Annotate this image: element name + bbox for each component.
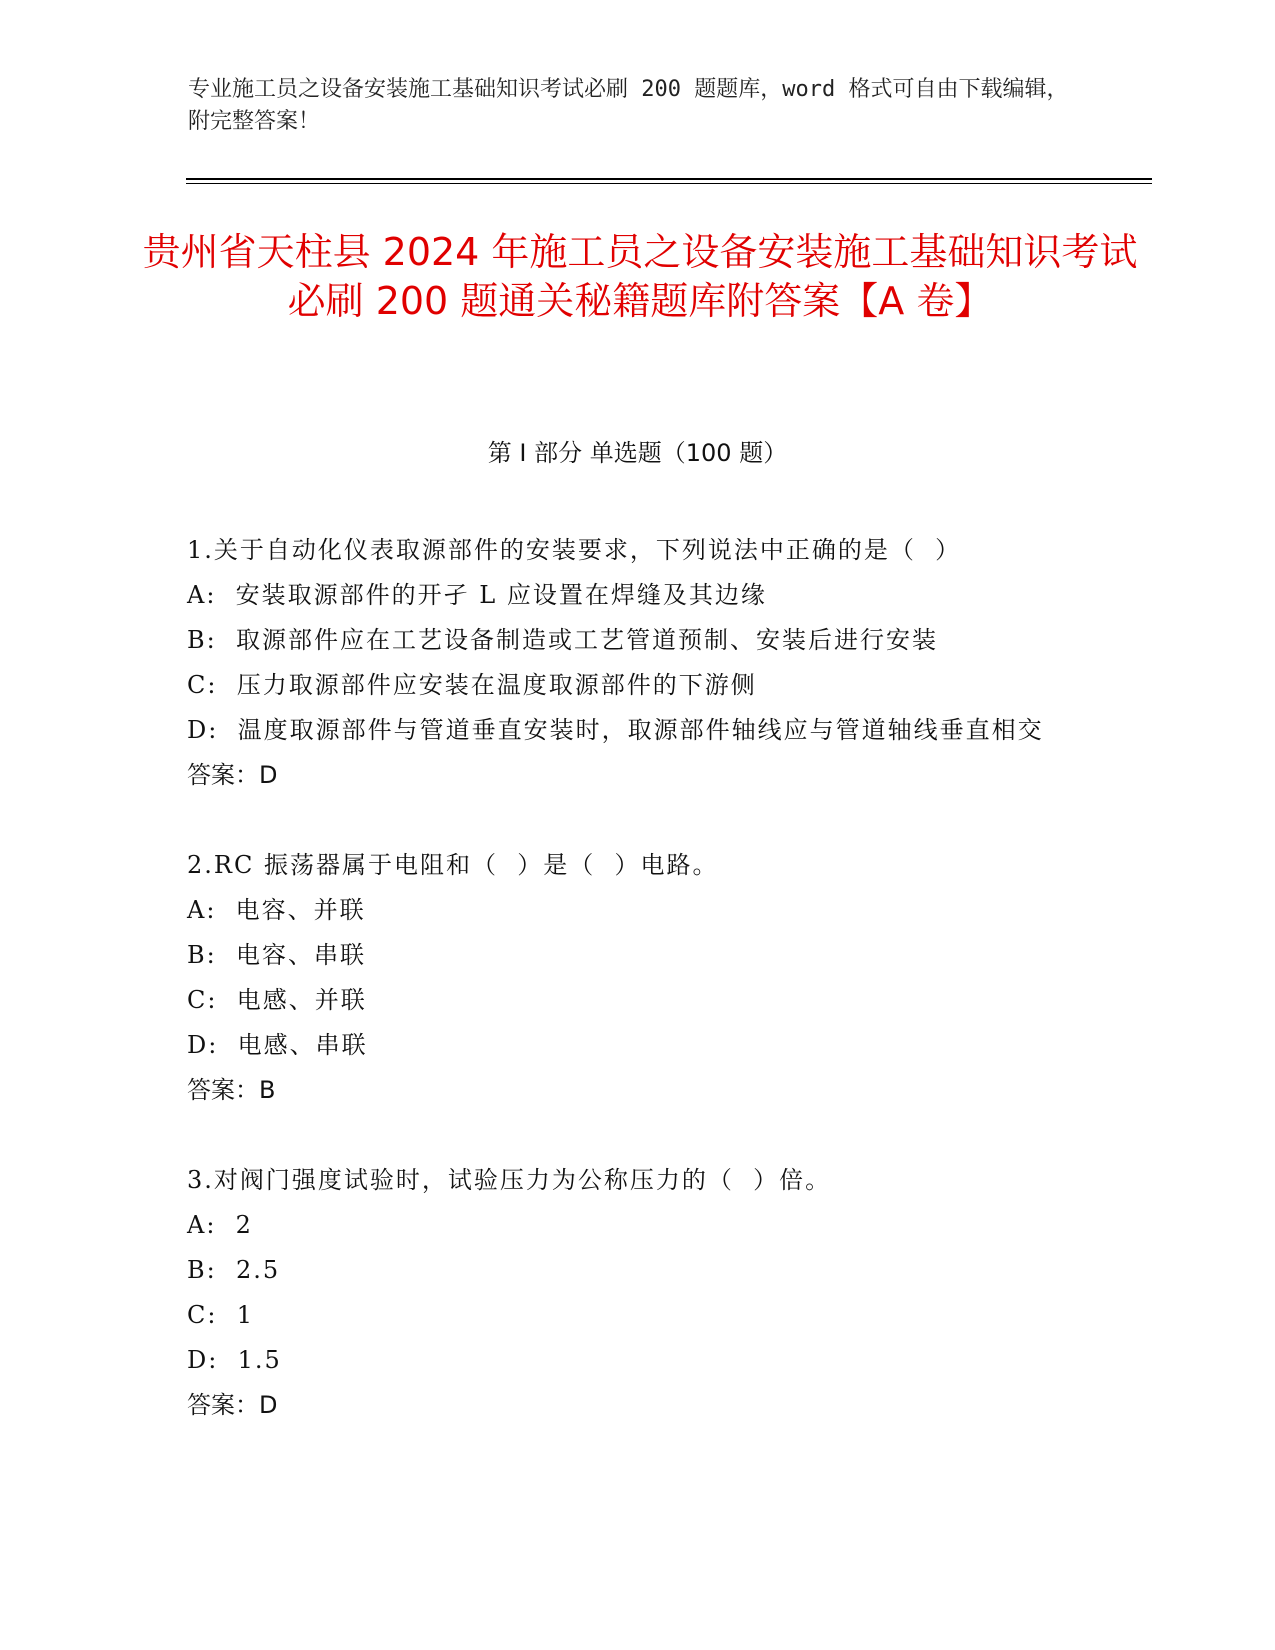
section-heading: 第 I 部分 单选题（100 题）	[487, 439, 788, 467]
document-title: 贵州省天柱县 2024 年施工员之设备安装施工基础知识考试必刷 200 题通关秘籍题库附答案【A 卷】	[142, 230, 1138, 323]
question-stem: 2.RC 振荡器属于电阻和（ ）是（ ）电路。	[187, 851, 719, 879]
option-a: A: 2	[187, 1211, 253, 1239]
option-d: D: 温度取源部件与管道垂直安装时，取源部件轴线应与管道轴线垂直相交	[187, 716, 1044, 744]
answer-line: 答案：D	[187, 1391, 278, 1419]
option-c: C: 压力取源部件应安装在温度取源部件的下游侧	[187, 671, 757, 699]
question-stem: 3.对阀门强度试验时，试验压力为公称压力的（ ）倍。	[187, 1166, 832, 1194]
option-a: A: 安装取源部件的开孑 L 应设置在焊缝及其边缘	[187, 581, 767, 609]
option-a: A: 电容、并联	[187, 896, 366, 924]
option-b: B: 电容、串联	[187, 941, 366, 969]
header-note: 专业施工员之设备安装施工基础知识考试必刷 200 题题库，word 格式可自由下载编辑，附完整答案！	[188, 77, 1069, 134]
header-divider-thin	[186, 183, 1152, 184]
question-item	[187, 843, 1087, 1113]
option-d: D: 1.5	[187, 1346, 282, 1374]
question-stem: 1.关于自动化仪表取源部件的安装要求，下列说法中正确的是（ ）	[187, 536, 962, 564]
answer-line: 答案：D	[187, 761, 278, 789]
question-list	[187, 528, 1087, 1473]
option-b: B: 2.5	[187, 1256, 281, 1284]
answer-line: 答案：B	[187, 1076, 276, 1104]
question-item	[187, 1158, 1087, 1428]
option-c: C: 1	[187, 1301, 254, 1329]
option-c: C: 电感、并联	[187, 986, 367, 1014]
header-divider-thick	[186, 178, 1152, 180]
option-d: D: 电感、串联	[187, 1031, 368, 1059]
option-b: B: 取源部件应在工艺设备制造或工艺管道预制、安装后进行安装	[187, 626, 938, 654]
question-item	[187, 528, 1087, 798]
